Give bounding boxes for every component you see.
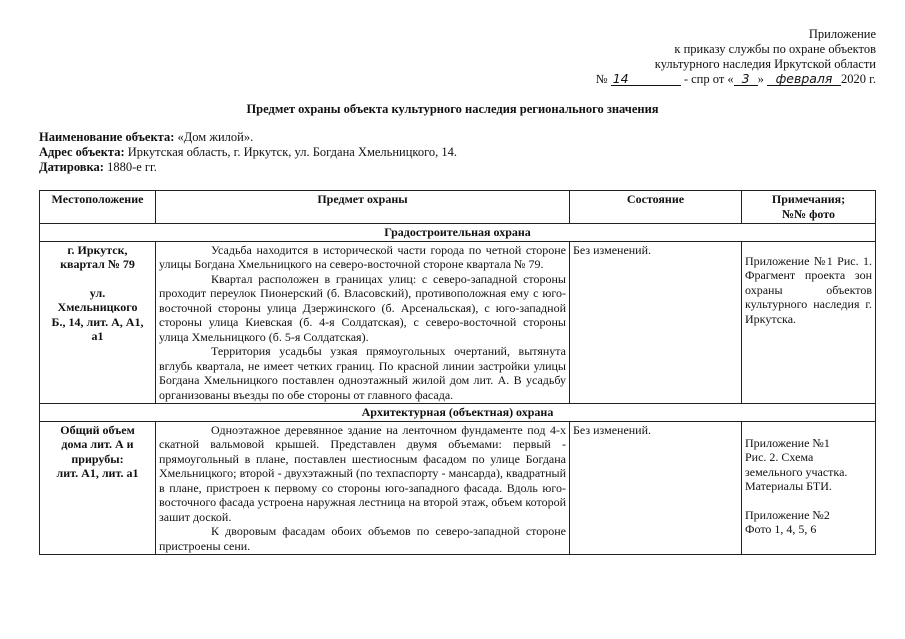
object-address-value: Иркутская область, г. Иркутск, ул. Богдана Хмельницкого, 14. (127, 145, 458, 159)
location-line: квартал № 79 (60, 257, 135, 271)
location-line: дома лит. А и (61, 437, 134, 451)
subject-paragraph: Одноэтажное деревянное здание на ленточном фундаменте под 4-х скатной вальмовой крышей. Представлен двумя объемами: первый - прямоугольный в плане, поставлен шестиосным фасадом по улице Богдана Хмельницкого; второй - двухэтажный (по техпаспорту - мансарда), квадратный в плане, пристроен к первому со стороны юго-западного фасада. Вдоль юго-восточного фасада устроена наружная лестница на второй этаж, объем которой зашит доской. (159, 422, 566, 524)
notes-cell (742, 241, 876, 404)
order-month: февраля (767, 73, 841, 86)
section-row (40, 224, 876, 242)
section-row (40, 404, 876, 422)
table-row (40, 421, 876, 555)
header-subject: Предмет охраны (156, 191, 570, 224)
location-line: а1 (91, 329, 104, 343)
order-number: 14 (611, 73, 681, 86)
subject-cell (156, 241, 570, 404)
location-line: лит. А1, лит. а1 (56, 466, 139, 480)
location-line: прирубы: (71, 451, 124, 466)
object-name-value: «Дом жилой». (177, 130, 254, 144)
appendix-line-3: культурного наследия Иркутской области (654, 57, 876, 71)
object-name-row (39, 130, 457, 145)
object-info (39, 130, 457, 175)
subject-paragraph: Квартал расположен в границах улиц: с северо-западной стороны проходит переулок Пионерский (б. Власовский), противоположная ему с юго-восточной стороны улица Дзержинского (б. Арсенальская), с юго-западной стороны улица Киевская (б. 4-я Солдатская), с северо-восточной стороны улица Хмельницкого (б. 5-я Солдатская). (159, 271, 566, 344)
order-line (596, 72, 876, 87)
order-mid: - спр от « (683, 72, 734, 86)
object-date-row (39, 160, 457, 175)
protection-table (39, 190, 876, 555)
table-row (40, 241, 876, 404)
location-cell (40, 421, 156, 555)
appendix-header (596, 27, 876, 87)
header-location: Местоположение (40, 191, 156, 224)
note-line: Приложение №1 (745, 435, 830, 450)
note-line: Фото 1, 4, 5, 6 (745, 522, 817, 536)
section-title-architectural: Архитектурная (объектная) охрана (40, 404, 876, 422)
section-title-urban: Градостроительная охрана (40, 224, 876, 242)
note-line: Приложение №2 (745, 507, 830, 522)
order-prefix: № (595, 72, 608, 86)
header-notes-line-1: Примечания; (771, 192, 846, 206)
note-text: Приложение №1 Рис. 1. Фрагмент проекта зон охраны объектов культурного наследия г. Иркутска. (745, 253, 872, 326)
location-cell (40, 241, 156, 404)
location-line: г. Иркутск, (67, 242, 128, 257)
appendix-line-1: Приложение (808, 27, 876, 41)
table-header-row (40, 191, 876, 224)
object-address-row (39, 145, 457, 160)
header-notes-line-2: №№ фото (782, 206, 835, 221)
object-name-label: Наименование объекта: (39, 130, 175, 144)
header-state: Состояние (570, 191, 742, 224)
subject-paragraph: Территория усадьбы узкая прямоугольных очертаний, вытянута вглубь квартала, не имеет четких границ. По красной линии застройки улицы Богдана Хмельницкого поставлен одноэтажный жилой дом лит. А. В усадьбу организованы въезды по обе стороны от главного фасада. (159, 344, 566, 402)
subject-cell (156, 421, 570, 555)
subject-paragraph: Усадьба находится в исторической части города по четной стороне улицы Богдана Хмельницкого на северо-восточной стороне квартала № 79. (159, 242, 566, 271)
note-line: Рис. 2. Схема земельного участка. Материалы БТИ. (745, 450, 848, 493)
object-address-label: Адрес объекта: (39, 145, 125, 159)
object-date-label: Датировка: (39, 160, 104, 174)
location-line: Б., 14, лит. А, А1, (51, 314, 144, 329)
location-line: Общий объем (60, 422, 135, 437)
state-cell: Без изменений. (570, 241, 742, 404)
order-year: 2020 г. (841, 72, 876, 86)
order-quote-close: » (757, 72, 764, 86)
object-date-value: 1880-е гг. (107, 160, 157, 174)
header-notes (742, 191, 876, 224)
notes-cell (742, 421, 876, 555)
subject-paragraph: К дворовым фасадам обоих объемов по северо-западной стороне пристроены сени. (159, 524, 566, 553)
order-day: 3 (734, 73, 758, 86)
location-line: ул. (89, 285, 106, 300)
state-cell: Без изменений. (570, 421, 742, 555)
appendix-line-2: к приказу службы по охране объектов (674, 42, 876, 56)
location-line: Хмельницкого (57, 300, 138, 314)
document-title: Предмет охраны объекта культурного наследия регионального значения (246, 102, 659, 116)
